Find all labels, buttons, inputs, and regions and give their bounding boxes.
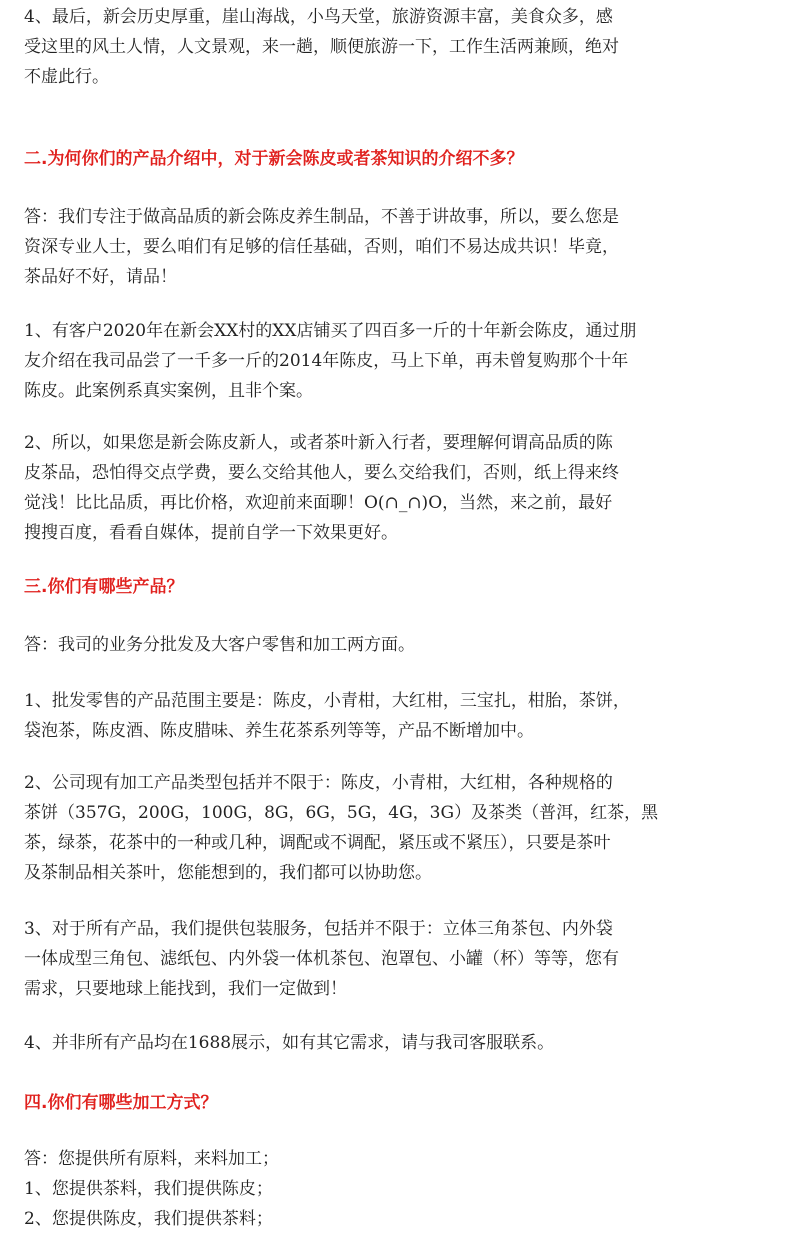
text-line: 及茶制品相关茶叶，您能想到的，我们都可以协助您。 bbox=[24, 863, 432, 883]
paragraph-newcomer bbox=[24, 428, 784, 548]
paragraph-tourism bbox=[24, 2, 784, 92]
text-line: 陈皮。此案例系真实案例，且非个案。 bbox=[24, 381, 313, 401]
section-heading-4: 四.你们有哪些加工方式？ bbox=[24, 1093, 218, 1113]
text-line: 答：我们专注于做高品质的新会陈皮养生制品，不善于讲故事，所以，要么您是 bbox=[24, 207, 619, 227]
text-line: 2、公司现有加工产品类型包括并不限于：陈皮，小青柑，大红柑，各种规格的 bbox=[24, 773, 613, 793]
text-line: 皮茶品，恐怕得交点学费，要么交给其他人，要么交给我们，否则，纸上得来终 bbox=[24, 463, 619, 483]
paragraph-answer-2 bbox=[24, 202, 784, 292]
text-line: 答：我司的业务分批发及大客户零售和加工两方面。 bbox=[24, 635, 415, 655]
section-heading-3: 三.你们有哪些产品？ bbox=[24, 577, 184, 597]
text-line: 觉浅！比比品质，再比价格，欢迎前来面聊！O(∩_∩)O，当然，来之前，最好 bbox=[24, 493, 613, 513]
text-line: 4、最后，新会历史厚重，崖山海战，小鸟天堂，旅游资源丰富，美食众多，感 bbox=[24, 7, 613, 27]
text-line: 搜搜百度，看看自媒体，提前自学一下效果更好。 bbox=[24, 523, 398, 543]
paragraph-answer-3 bbox=[24, 630, 784, 660]
paragraph-processing-types bbox=[24, 768, 784, 888]
text-line: 1、有客户2020年在新会XX村的XX店铺买了四百多一斤的十年新会陈皮，通过朋 bbox=[24, 321, 637, 341]
text-line: 袋泡茶，陈皮酒、陈皮腊味、养生花茶系列等等，产品不断增加中。 bbox=[24, 721, 534, 741]
paragraph-packaging bbox=[24, 914, 784, 1004]
text-line: 需求，只要地球上能找到，我们一定做到！ bbox=[24, 979, 347, 999]
text-line: 茶品好不好，请品！ bbox=[24, 267, 177, 287]
paragraph-product-range bbox=[24, 686, 784, 746]
text-line: 2、您提供陈皮，我们提供茶料； bbox=[24, 1209, 273, 1229]
text-line: 友介绍在我司品尝了一千多一斤的2014年陈皮，马上下单，再未曾复购那个十年 bbox=[24, 351, 629, 371]
paragraph-processing-methods bbox=[24, 1144, 784, 1234]
paragraph-case-study bbox=[24, 316, 784, 406]
text-line: 不虚此行。 bbox=[24, 67, 109, 87]
text-line: 1、批发零售的产品范围主要是：陈皮，小青柑，大红柑，三宝扎，柑胎，茶饼， bbox=[24, 691, 630, 711]
text-line: 3、对于所有产品，我们提供包装服务，包括并不限于：立体三角茶包、内外袋 bbox=[24, 919, 613, 939]
section-heading-2: 二.为何你们的产品介绍中，对于新会陈皮或者茶知识的介绍不多？ bbox=[24, 149, 524, 169]
text-line: 茶，绿茶，花茶中的一种或几种，调配或不调配，紧压或不紧压），只要是茶叶 bbox=[24, 833, 611, 853]
text-line: 一体成型三角包、滤纸包、内外袋一体机茶包、泡罩包、小罐（杯）等等，您有 bbox=[24, 949, 619, 969]
text-line: 1、您提供茶料，我们提供陈皮； bbox=[24, 1179, 273, 1199]
text-line: 2、所以，如果您是新会陈皮新人，或者茶叶新入行者，要理解何谓高品质的陈 bbox=[24, 433, 613, 453]
text-line: 资深专业人士，要么咱们有足够的信任基础，否则，咱们不易达成共识！毕竟， bbox=[24, 237, 619, 257]
text-line: 4、并非所有产品均在1688展示，如有其它需求，请与我司客服联系。 bbox=[24, 1033, 555, 1053]
text-line: 茶饼（357G，200G，100G，8G，6G，5G，4G，3G）及茶类（普洱，红茶，黑 bbox=[24, 803, 659, 823]
text-line: 答：您提供所有原料，来料加工； bbox=[24, 1149, 279, 1169]
text-line: 受这里的风土人情，人文景观，来一趟，顺便旅游一下，工作生活两兼顾，绝对 bbox=[24, 37, 619, 57]
paragraph-1688-note bbox=[24, 1028, 784, 1058]
